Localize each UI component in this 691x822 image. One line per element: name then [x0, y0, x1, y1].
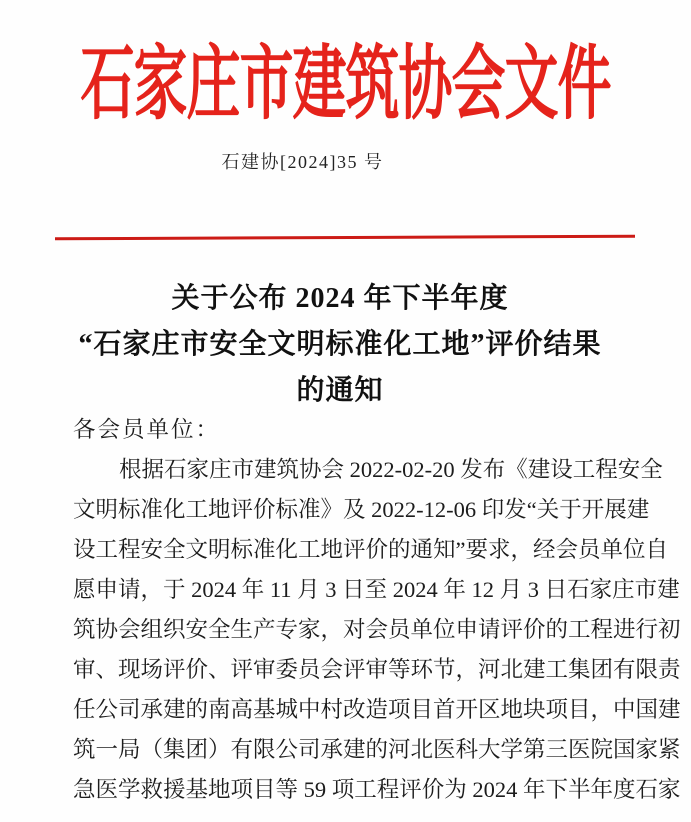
notice-title — [0, 276, 680, 414]
body-line: 任公司承建的南高基城中村改造项目首开区地块项目，中国建 — [73, 697, 681, 722]
body-line: 设工程安全文明标准化工地评价的通知”要求，经会员单位自 — [73, 537, 668, 562]
red-divider-rule — [55, 235, 635, 241]
body-line: 筑协会组织安全生产专家，对会员单位申请评价的工程进行初 — [73, 617, 681, 642]
body-line: 筑一局（集团）有限公司承建的河北医科大学第三医院国家紧 — [73, 737, 681, 762]
letterhead-org-title: 石家庄市建筑协会文件 — [80, 39, 611, 130]
notice-title-line-3: 的通知 — [296, 375, 384, 406]
body-line: 愿申请，于 2024 年 11 月 3 日至 2024 年 12 月 3 日石家庄市建 — [73, 577, 680, 602]
body-line: 文明标准化工地评价标准》及 2022-12-06 印发“关于开展建 — [73, 497, 650, 522]
letterhead — [0, 39, 691, 130]
body-line: 急医学救援基地项目等 59 项工程评价为 2024 年下半年度石家 — [73, 777, 681, 802]
notice-title-line-1: 关于公布 2024 年下半年度 — [171, 283, 509, 314]
body-line: 审、现场评价、评审委员会评审等环节，河北建工集团有限责 — [73, 657, 681, 682]
notice-title-line-2: “石家庄市安全文明标准化工地”评价结果 — [78, 329, 602, 360]
notice-body — [73, 410, 681, 810]
salutation: 各会员单位： — [73, 417, 221, 442]
doc-number: 石建协[2024]35 号 — [221, 152, 384, 172]
body-line: 根据石家庄市建筑协会 2022-02-20 发布《建设工程安全 — [119, 457, 663, 482]
